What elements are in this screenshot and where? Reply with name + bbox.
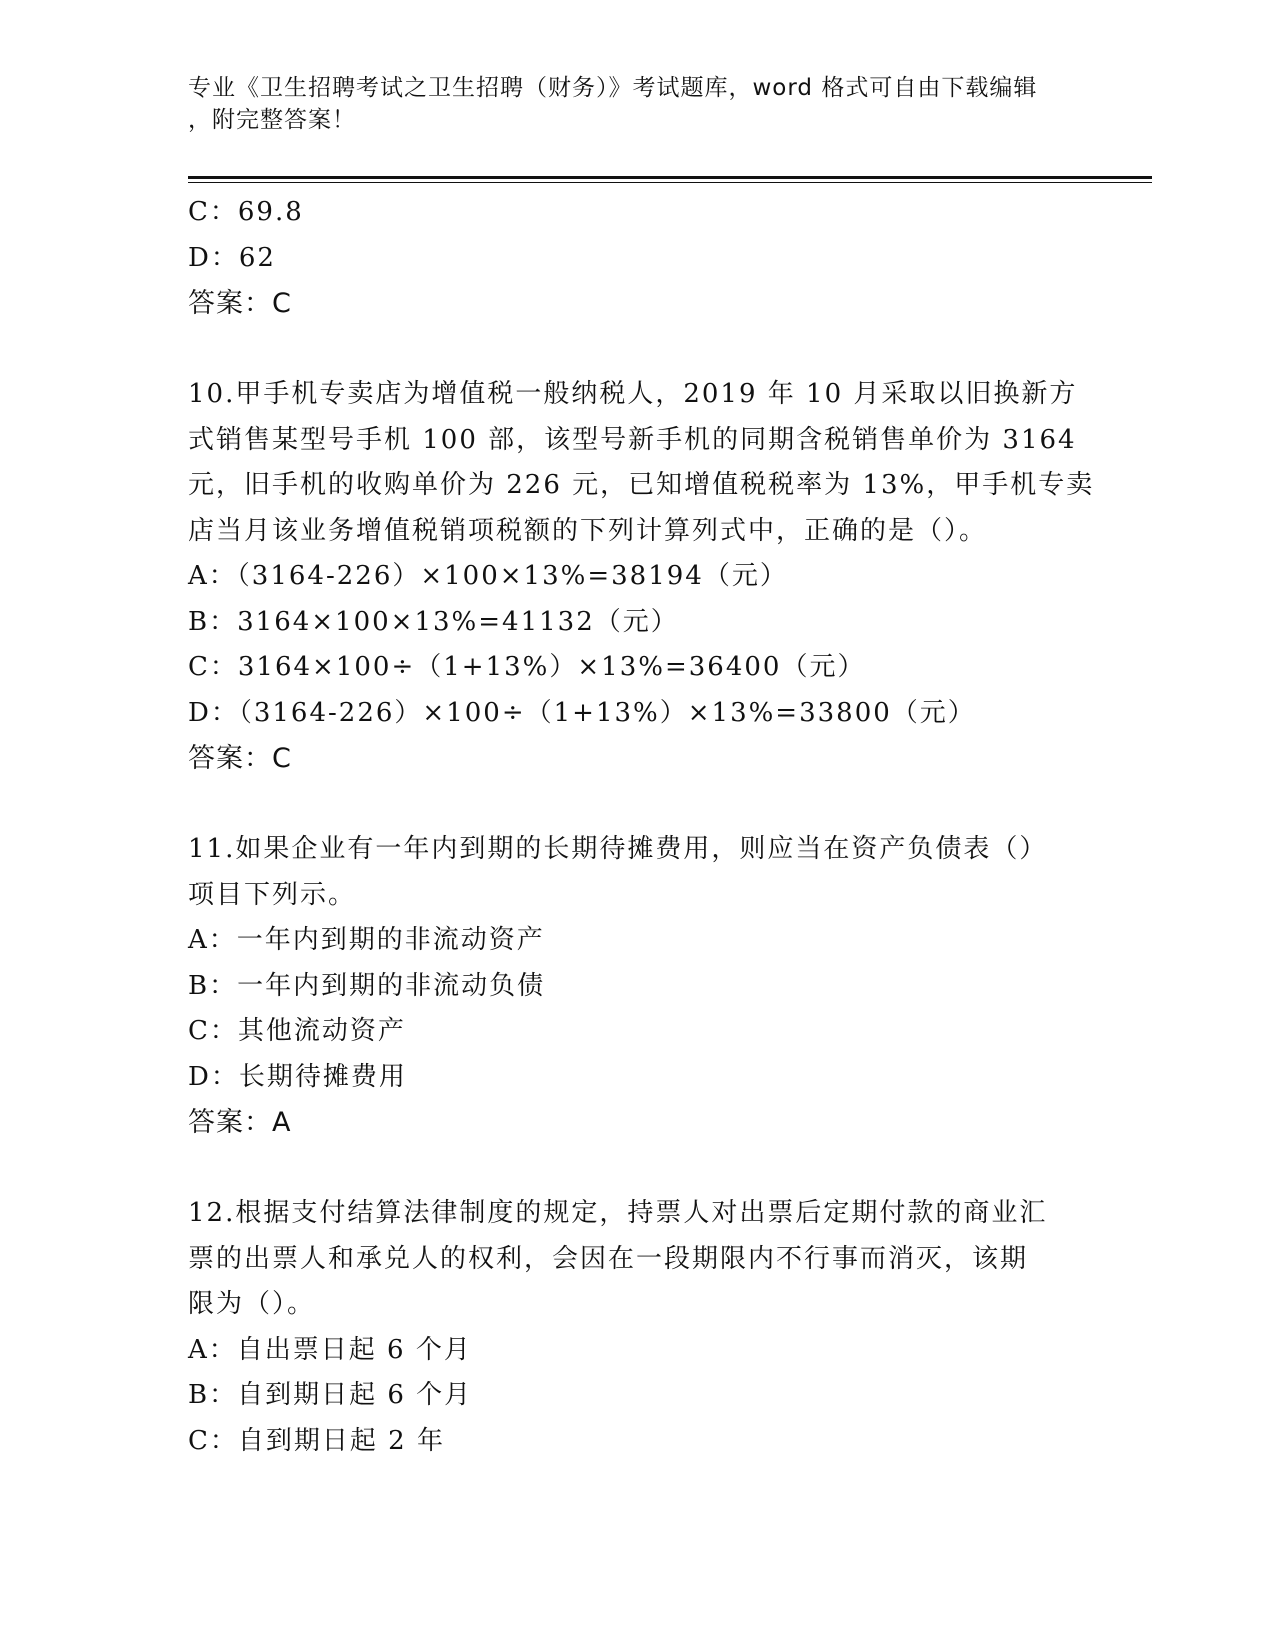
option-c: C：其他流动资产 bbox=[188, 1016, 406, 1046]
header-divider-thin bbox=[188, 182, 1152, 183]
question-stem-line: 12.根据支付结算法律制度的规定，持票人对出票后定期付款的商业汇 bbox=[188, 1198, 1048, 1228]
option-d: D：62 bbox=[188, 242, 276, 273]
option-b: B：自到期日起 6 个月 bbox=[188, 1380, 473, 1410]
question-stem-line: 限为（）。 bbox=[188, 1289, 316, 1319]
question-stem-line: 式销售某型号手机 100 部，该型号新手机的同期含税销售单价为 3164 bbox=[188, 424, 1077, 455]
option-c: C：3164×100÷（1+13%）×13%=36400（元） bbox=[188, 652, 866, 682]
question-stem-line: 元，旧手机的收购单价为 226 元，已知增值税税率为 13%，甲手机专卖 bbox=[188, 470, 1095, 500]
document-header bbox=[188, 72, 1088, 136]
answer-line: 答案：C bbox=[188, 288, 292, 319]
question-stem-line: 项目下列示。 bbox=[188, 879, 357, 910]
question-stem-line: 店当月该业务增值税销项税额的下列计算列式中，正确的是（）。 bbox=[188, 515, 988, 546]
option-c: C：自到期日起 2 年 bbox=[188, 1425, 445, 1456]
option-a: A：（3164-226）×100×13%=38194（元） bbox=[188, 561, 788, 591]
answer-line: 答案：A bbox=[188, 1107, 292, 1138]
question-list bbox=[188, 190, 1095, 1464]
answer-line: 答案：C bbox=[188, 743, 292, 774]
question-12 bbox=[188, 1191, 1088, 1464]
option-c: C：69.8 bbox=[188, 197, 304, 227]
previous-question-tail bbox=[188, 190, 1088, 327]
option-d: D：长期待摊费用 bbox=[188, 1061, 407, 1092]
header-line-1: 专业《卫生招聘考试之卫生招聘（财务）》考试题库，word 格式可自由下载编辑 bbox=[188, 75, 1038, 101]
option-b: B：一年内到期的非流动负债 bbox=[188, 970, 546, 1001]
question-stem-line: 10.甲手机专卖店为增值税一般纳税人，2019 年 10 月采取以旧换新方 bbox=[188, 379, 1078, 409]
option-a: A：自出票日起 6 个月 bbox=[188, 1334, 472, 1365]
header-line-2: ，附完整答案！ bbox=[188, 107, 356, 133]
option-a: A：一年内到期的非流动资产 bbox=[188, 925, 545, 955]
spacer bbox=[188, 327, 1088, 373]
option-b: B：3164×100×13%=41132（元） bbox=[188, 606, 679, 637]
spacer bbox=[188, 782, 1088, 828]
question-stem-line: 票的出票人和承兑人的权利，会因在一段期限内不行事而消灭，该期 bbox=[188, 1243, 1029, 1274]
question-10 bbox=[188, 372, 1095, 782]
question-11 bbox=[188, 827, 1088, 1146]
option-d: D：（3164-226）×100÷（1+13%）×13%=33800（元） bbox=[188, 697, 976, 728]
spacer bbox=[188, 1146, 1088, 1192]
question-stem-line: 11.如果企业有一年内到期的长期待摊费用，则应当在资产负债表（） bbox=[188, 834, 1048, 864]
header-divider-thick bbox=[188, 176, 1152, 179]
